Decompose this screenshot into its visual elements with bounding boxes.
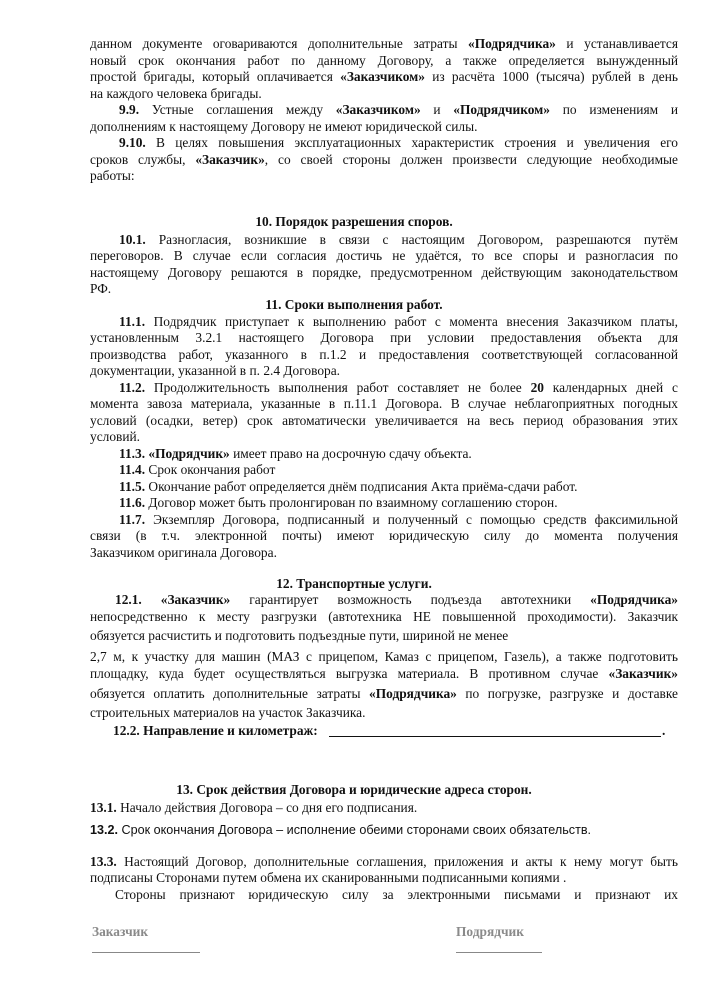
text-line: дополнениям к настоящему Договору не имеют юридической силы.: [90, 119, 478, 134]
clause-11-1: 11.1. Подрядчик приступает к выполнению работ с момента внесения Заказчиком платы,: [119, 314, 678, 329]
text-line: РФ.: [90, 281, 112, 296]
text-line: обязуется оплатить дополнительные затраты «Подрядчика» по погрузке, разгрузке и доставке: [90, 686, 678, 701]
clause-11-3: 11.3. «Подрядчик» имеет право на досрочную сдачу объекта.: [119, 446, 472, 461]
text-line: документации, указанной в п. 2.4 Договора.: [90, 363, 341, 378]
section-heading-10: 10. Порядок разрешения споров.: [255, 214, 453, 229]
clause-11-5: 11.5. Окончание работ определяется днём подписания Акта приёма-сдачи работ.: [119, 479, 578, 494]
route-blank-dot: .: [662, 723, 666, 738]
text-line: новый срок окончания работ по данному Договору, а также определяется вынужденный: [90, 53, 678, 68]
text-line: Стороны признают юридическую силу за электронными письмами и признают их: [115, 887, 678, 902]
customer-signature-line: [92, 952, 200, 953]
clause-10-1: 10.1. Разногласия, возникшие в связи с настоящим Договором, разрешаются путём: [119, 232, 678, 247]
contractor-signature-label: Подрядчик: [456, 924, 524, 939]
text-line: настоящему Договору решаются в порядке, предусмотренном действующим законодательством: [90, 265, 678, 280]
clause-11-6: 11.6. Договор может быть пролонгирован по взаимному соглашению сторон.: [119, 495, 558, 510]
clause-12-1: 12.1. «Заказчик» гарантирует возможность подъезда автотехники «Подрядчика»: [115, 592, 678, 607]
contractor-signature-line: [456, 952, 542, 953]
text-line: данном документе оговариваются дополнительные затраты «Подрядчика» и устанавливается: [90, 36, 679, 51]
text-line: сроков службы, «Заказчик», со своей стороны должен произвести следующие необходимые: [90, 152, 678, 167]
clause-11-7: 11.7. Экземпляр Договора, подписанный и полученный с помощью средств факсимильной: [119, 512, 678, 527]
clause-9-9: 9.9. Устные соглашения между «Заказчиком» и «Подрядчиком» по изменениям и: [119, 102, 678, 117]
text-line: на каждого человека бригады.: [90, 86, 262, 101]
text-line: производства работ, указанного в п.1.2 и предоставления соответствующей согласованной: [90, 347, 678, 362]
section-heading-11: 11. Сроки выполнения работ.: [265, 297, 443, 312]
text-line: простой бригады, который оплачивается «Заказчиком» из расчёта 1000 (тысяча) рублей в день: [90, 69, 678, 84]
text-line: Заказчиком оригинала Договора.: [90, 545, 277, 560]
clause-13-1: 13.1. Начало действия Договора – со дня его подписания.: [90, 800, 418, 815]
customer-signature-label: Заказчик: [92, 924, 149, 939]
text-line: условий.: [90, 429, 141, 444]
text-line: условий (осадки, ветер) срок автоматически увеличивается на весь период образования этих: [90, 413, 678, 428]
clause-12-2: 12.2. Направление и километраж:: [113, 723, 318, 738]
section-heading-13: 13. Срок действия Договора и юридические адреса сторон.: [176, 782, 532, 797]
clause-11-4: 11.4. Срок окончания работ: [119, 462, 276, 477]
route-blank-line: [329, 736, 661, 737]
text-line: площадку, куда будет осуществляться выгрузка материала. В противном случае «Заказчик»: [90, 666, 678, 681]
text-line: 2,7 м, к участку для машин (МАЗ с прицепом, Камаз с прицепом, Газель), а также подготовить: [90, 649, 678, 664]
section-heading-12: 12. Транспортные услуги.: [276, 576, 432, 591]
clause-13-3: 13.3. Настоящий Договор, дополнительные соглашения, приложения и акты к нему могут быть: [90, 854, 678, 869]
text-line: работы:: [90, 168, 135, 183]
text-line: строительных материалов на участок Заказчика.: [90, 705, 366, 720]
text-line: установленным 3.2.1 настоящего Договора при условии предоставления объекта для: [90, 330, 678, 345]
clause-9-10: 9.10. В целях повышения эксплуатационных характеристик строения и увеличения его: [119, 135, 678, 150]
text-line: связи (в т.ч. электронной почты) имеют юридическую силу до момента получения: [90, 528, 678, 543]
text-line: подписаны Сторонами путем обмена их сканированными подписанными копиями .: [90, 870, 567, 885]
text-line: обязуется расчистить и подготовить подъездные пути, шириной не менее: [90, 628, 509, 643]
text-line: момента завоза материала, указанные в п.11.1 Договора. В случае неблагоприятных погодных: [90, 396, 678, 411]
clause-11-2: 11.2. Продолжительность выполнения работ составляет не более 20 календарных дней с: [119, 380, 678, 395]
clause-13-2: 13.2. Срок окончания Договора – исполнение обеими сторонами своих обязательств.: [90, 823, 592, 837]
text-line: переговоров. В случае если согласия достичь не удаётся, то все споры и разногласия по: [90, 248, 678, 263]
text-line: непосредственно к месту разгрузки (автотехника НЕ повышенной проходимости). Заказчик: [90, 609, 678, 624]
